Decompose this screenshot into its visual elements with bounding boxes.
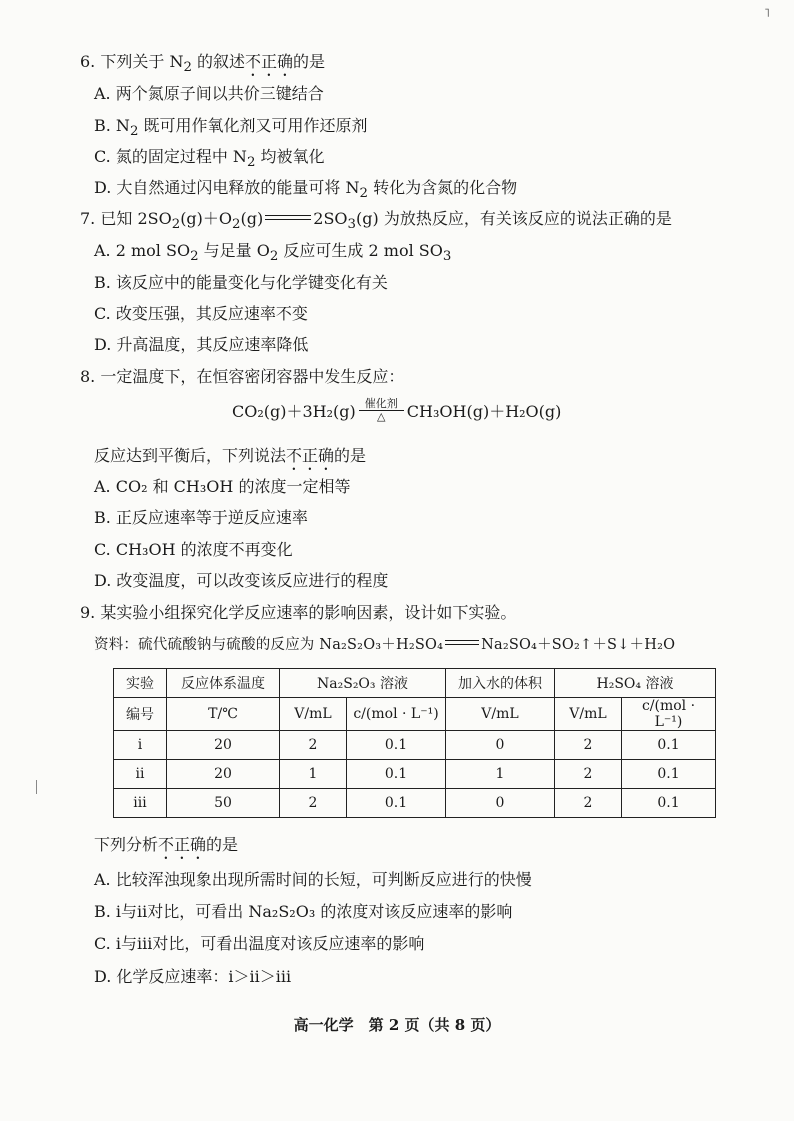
q9-option-a: A. 比较浑浊现象出现所需时间的长短，可判断反应进行的快慢 [94, 870, 532, 889]
q6-d-pre: D. 大自然通过闪电释放的能量可将 N [94, 178, 360, 197]
q7-option-c: C. 改变压强，其反应速率不变 [94, 304, 308, 323]
page-footer: 高一化学 第 2 页（共 8 页） [293, 1016, 501, 1034]
table-cell: ⅱ [114, 760, 167, 789]
table-cell: 0.1 [347, 731, 446, 760]
experiment-table [113, 668, 716, 818]
q8-equation [232, 397, 562, 425]
table-header-cell: c/(mol · L⁻¹) [347, 698, 446, 731]
q7-stem-post: (g) 为放热反应，有关该反应的说法正确的是 [356, 209, 672, 228]
q8-emphasis: 不正确 [286, 446, 335, 465]
table-header-cell: V/mL [555, 698, 622, 731]
q7-a-pre: A. 2 mol SO [94, 241, 191, 260]
table-cell: 0.1 [622, 731, 716, 760]
q7-stem-m3: 2SO [313, 209, 348, 228]
q7-option-a [94, 241, 451, 267]
table-header-row-1 [114, 669, 716, 698]
heat-symbol: △ [377, 410, 386, 423]
q8-q-post: 的是 [334, 446, 367, 465]
table-cell: 2 [280, 789, 347, 818]
q6-d-post: 转化为含氮的化合物 [368, 178, 518, 197]
q8-option-c: C. CH₃OH 的浓度不再变化 [94, 540, 293, 559]
table-cell: 0 [446, 731, 555, 760]
catalyst-arrow [359, 398, 404, 423]
table-row [114, 760, 716, 789]
q7-stem-m1: (g)＋O [180, 209, 233, 228]
equilibrium-sign-2 [445, 640, 479, 645]
q9-q-post: 的是 [206, 835, 239, 854]
q9-option-b: B. ⅰ与ⅱ对比，可看出 Na₂S₂O₃ 的浓度对该反应速率的影响 [94, 902, 513, 921]
q8-eq-right: CH₃OH(g)＋H₂O(g) [406, 402, 562, 421]
table-cell: 2 [555, 731, 622, 760]
q7-a-sub1: 2 [190, 249, 199, 265]
q6-b-sub: 2 [129, 124, 139, 140]
table-cell: 0.1 [347, 789, 446, 818]
q9-option-d: D. 化学反应速率：ⅰ＞ⅱ＞ⅲ [94, 967, 292, 986]
q6-option-c [94, 147, 325, 173]
table-header-cell: V/mL [280, 698, 347, 731]
q6-c-sub: 2 [246, 155, 256, 171]
q7-stem-sub3: 3 [347, 217, 357, 233]
catalyst-label: 催化剂 [364, 397, 398, 410]
table-header-cell: 编号 [114, 698, 167, 731]
table-cell: 2 [555, 760, 622, 789]
q7-stem-sub1: 2 [171, 217, 181, 233]
q6-d-sub: 2 [359, 186, 369, 202]
q9-question [94, 835, 238, 863]
q7-a-sub3: 3 [442, 249, 452, 265]
q7-option-d: D. 升高温度，其反应速率降低 [94, 335, 309, 354]
table-cell: 50 [167, 789, 280, 818]
q6-option-d [94, 178, 517, 204]
table-cell: 1 [280, 760, 347, 789]
q9-note [94, 635, 675, 655]
q8-q-pre: 反应达到平衡后，下列说法 [94, 446, 287, 465]
q8-option-b: B. 正反应速率等于逆反应速率 [94, 508, 308, 527]
q9-emphasis: 不正确 [158, 835, 207, 854]
table-cell: ⅲ [114, 789, 167, 818]
q6-stem-post: 的是 [293, 52, 326, 71]
table-cell: 20 [167, 731, 280, 760]
q6-emphasis: 不正确 [245, 52, 294, 71]
corner-mark: ˥ [764, 6, 770, 20]
margin-mark [36, 780, 37, 794]
table-row [114, 731, 716, 760]
q6-option-a: A. 两个氮原子间以共价三键结合 [94, 84, 324, 103]
q7-stem [80, 209, 672, 235]
q6-stem-mid: 的叙述 [191, 52, 246, 71]
table-header-cell: T/℃ [167, 698, 280, 731]
q6-c-pre: C. 氮的固定过程中 N [94, 147, 247, 166]
q7-option-b: B. 该反应中的能量变化与化学键变化有关 [94, 273, 388, 292]
q9-stem: 9. 某实验小组探究化学反应速率的影响因素，设计如下实验。 [80, 603, 517, 622]
table-cell: 1 [446, 760, 555, 789]
table-header-cell: 实验 [114, 669, 167, 698]
q6-stem [80, 52, 325, 80]
q6-stem-sub: 2 [183, 60, 192, 76]
table-cell: 0 [446, 789, 555, 818]
table-cell: 0.1 [622, 760, 716, 789]
q8-option-d: D. 改变温度，可以改变该反应进行的程度 [94, 571, 389, 590]
table-cell: 20 [167, 760, 280, 789]
q8-eq-left: CO₂(g)＋3H₂(g) [232, 402, 356, 421]
table-header-cell: Na₂S₂O₃ 溶液 [280, 669, 446, 698]
table-header-cell: c/(mol · L⁻¹) [622, 698, 716, 731]
q9-note-pre: 资料：硫代硫酸钠与硫酸的反应为 Na₂S₂O₃＋H₂SO₄ [94, 637, 444, 653]
q7-stem-sub2: 2 [232, 217, 241, 233]
q9-option-c: C. ⅰ与ⅲ对比，可看出温度对该反应速率的影响 [94, 934, 425, 953]
table-row [114, 789, 716, 818]
table-header-cell: 反应体系温度 [167, 669, 280, 698]
table-header-cell: V/mL [446, 698, 555, 731]
q6-b-post: 既可用作氧化剂又可用作还原剂 [138, 116, 368, 135]
table-cell: 2 [555, 789, 622, 818]
q6-b-pre: B. N [94, 116, 130, 135]
table-header-row-2 [114, 698, 716, 731]
table-cell: 0.1 [622, 789, 716, 818]
q7-a-mid: 与足量 O [198, 241, 270, 260]
q7-stem-pre: 7. 已知 2SO [80, 209, 172, 228]
table-cell: ⅰ [114, 731, 167, 760]
q6-option-b [94, 116, 368, 142]
q8-question [94, 446, 366, 474]
table-cell: 0.1 [347, 760, 446, 789]
q8-stem: 8. 一定温度下，在恒容密闭容器中发生反应： [80, 367, 405, 386]
q7-a-mid2: 反应可生成 2 mol SO [278, 241, 443, 260]
q7-a-sub2: 2 [269, 249, 279, 265]
q6-stem-text: 6. 下列关于 N [80, 52, 184, 71]
q6-c-post: 均被氧化 [255, 147, 325, 166]
q8-option-a: A. CO₂ 和 CH₃OH 的浓度一定相等 [94, 477, 351, 496]
q9-q-pre: 下列分析 [94, 835, 159, 854]
q7-stem-m2: (g) [240, 209, 264, 228]
q9-note-post: Na₂SO₄＋SO₂↑＋S↓＋H₂O [481, 637, 676, 653]
equilibrium-sign [265, 215, 311, 220]
table-header-cell: 加入水的体积 [446, 669, 555, 698]
table-cell: 2 [280, 731, 347, 760]
table-header-cell: H₂SO₄ 溶液 [555, 669, 716, 698]
